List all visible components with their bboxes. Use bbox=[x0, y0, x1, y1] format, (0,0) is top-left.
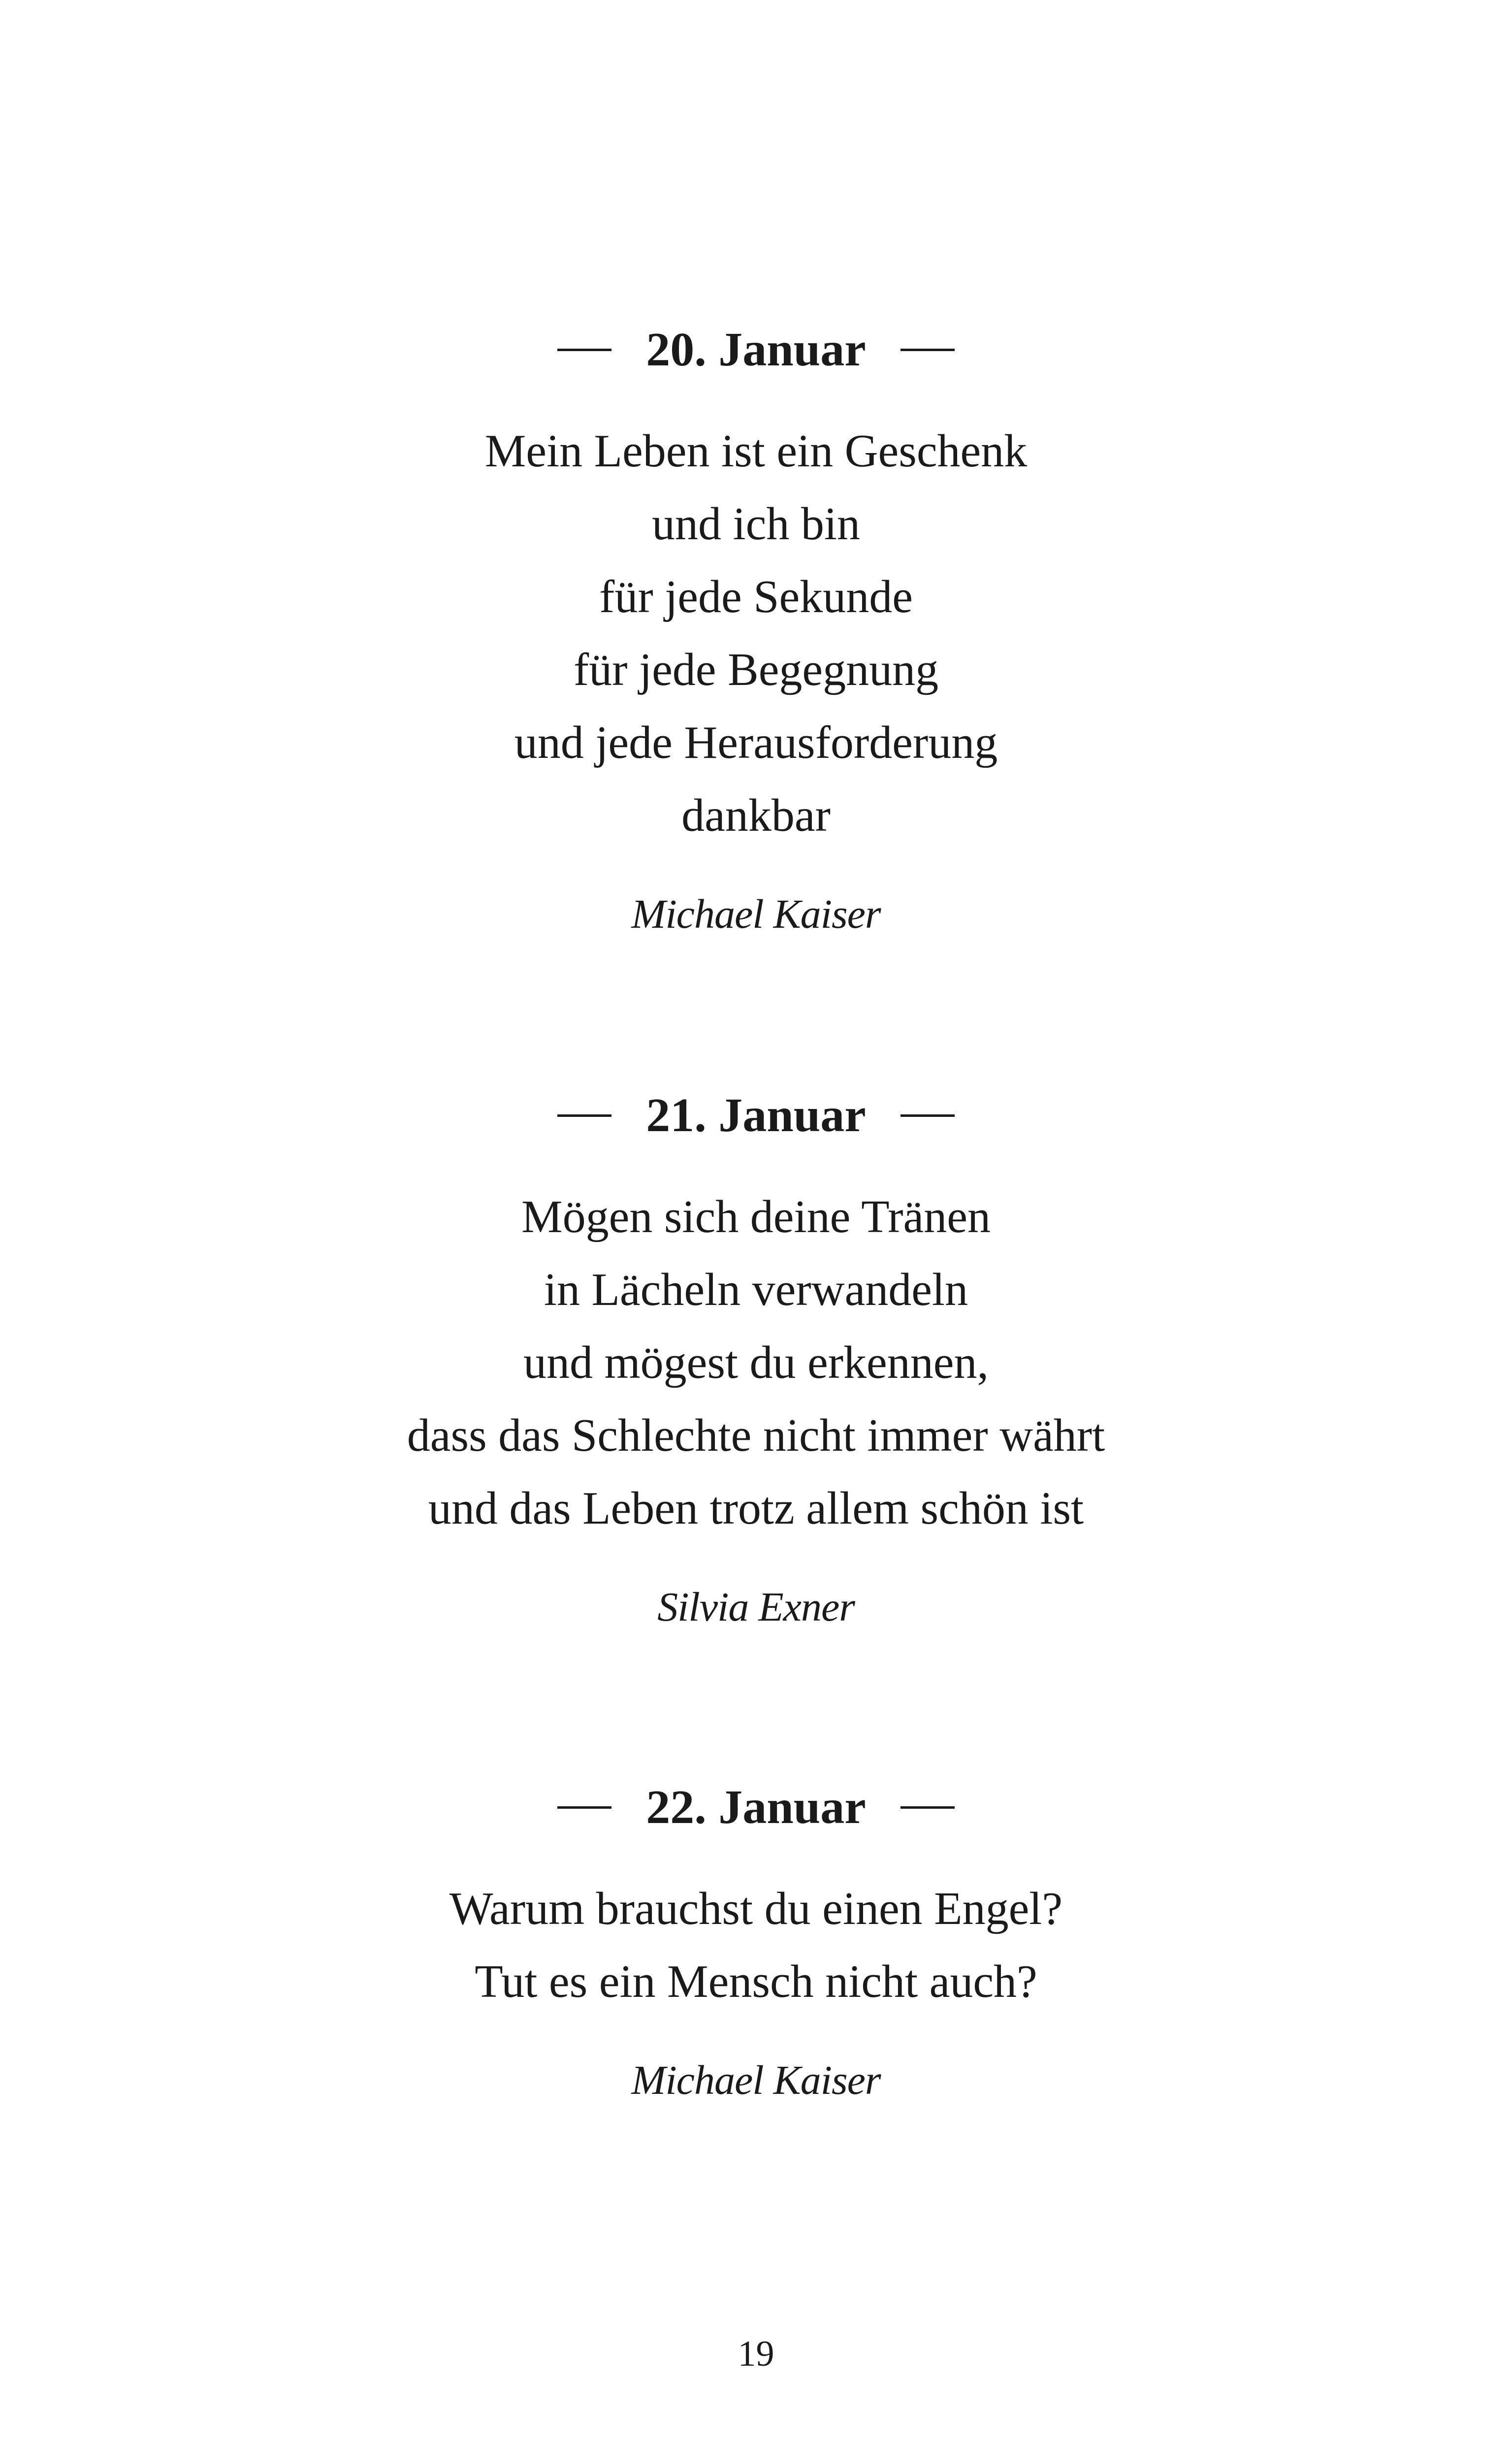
verse bbox=[0, 1872, 1512, 2018]
verse-line: und ich bin bbox=[652, 498, 860, 550]
em-dash-right bbox=[901, 349, 955, 351]
date-heading bbox=[0, 310, 1512, 389]
verse-line: für jede Begegnung bbox=[573, 644, 939, 695]
date-heading bbox=[0, 1076, 1512, 1155]
date-title: 22. Januar bbox=[646, 1781, 866, 1834]
verse-line: Warum brauchst du einen Engel? bbox=[449, 1883, 1063, 1934]
entry-january-20 bbox=[0, 310, 1512, 946]
verse bbox=[0, 1180, 1512, 1545]
page-number: 19 bbox=[738, 2334, 774, 2374]
verse-line: Mögen sich deine Tränen bbox=[521, 1191, 991, 1242]
date-title: 21. Januar bbox=[646, 1089, 866, 1142]
verse bbox=[0, 415, 1512, 852]
author-name: Michael Kaiser bbox=[631, 2057, 881, 2103]
verse-line: und mögest du erkennen, bbox=[523, 1337, 989, 1388]
author-name: Silvia Exner bbox=[657, 1584, 855, 1630]
verse-line: Mein Leben ist ein Geschenk bbox=[484, 425, 1028, 477]
em-dash-left bbox=[557, 349, 611, 351]
verse-line: in Lächeln verwandeln bbox=[544, 1264, 968, 1315]
verse-line: für jede Sekunde bbox=[599, 571, 913, 622]
em-dash-right bbox=[901, 1806, 955, 1809]
verse-line: dass das Schlechte nicht immer währt bbox=[407, 1410, 1105, 1461]
entry-january-21 bbox=[0, 1076, 1512, 1639]
verse-line: und jede Herausforderung bbox=[514, 717, 998, 768]
date-title: 20. Januar bbox=[646, 323, 866, 376]
author-name: Michael Kaiser bbox=[631, 891, 881, 937]
em-dash-left bbox=[557, 1806, 611, 1809]
verse-line: Tut es ein Mensch nicht auch? bbox=[475, 1956, 1037, 2007]
entry-january-22 bbox=[0, 1768, 1512, 2113]
date-heading bbox=[0, 1768, 1512, 1847]
em-dash-left bbox=[557, 1114, 611, 1117]
em-dash-right bbox=[901, 1114, 955, 1117]
verse-line: dankbar bbox=[681, 790, 831, 841]
verse-line: und das Leben trotz allem schön ist bbox=[428, 1483, 1084, 1534]
